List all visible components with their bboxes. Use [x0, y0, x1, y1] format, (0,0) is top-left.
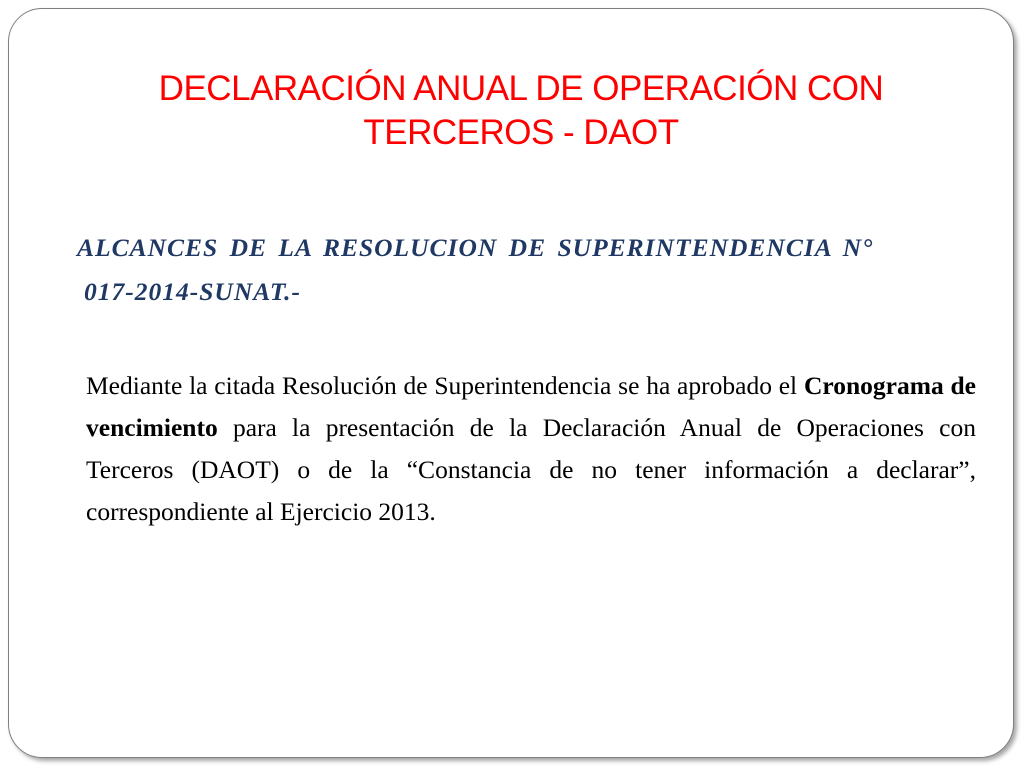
- paragraph-bold-phrase: Cronograma de vencimiento: [86, 371, 976, 442]
- subheading-line-1: ALCANCES DE LA RESOLUCION DE SUPERINTENDENCIA N°: [77, 233, 874, 262]
- slide-title: [119, 67, 923, 155]
- subheading-line-2: 017-2014-SUNAT.-: [84, 277, 301, 306]
- slide-title-line-2: TERCEROS - DAOT: [363, 113, 679, 152]
- paragraph-text-part-2: para la presentación de la Declaración Anual de Operaciones con Terceros (DAOT) o de la “Constancia de no tener información a declarar”, correspondiente al Ejercicio 2013.: [86, 413, 976, 526]
- resolution-subheading: [77, 226, 977, 314]
- slide-title-line-1: DECLARACIÓN ANUAL DE OPERACIÓN CON: [158, 69, 884, 108]
- paragraph-text-part-1: Mediante la citada Resolución de Superintendencia se ha aprobado el: [86, 371, 804, 400]
- slide-frame: [8, 8, 1014, 758]
- body-paragraph: [86, 365, 976, 533]
